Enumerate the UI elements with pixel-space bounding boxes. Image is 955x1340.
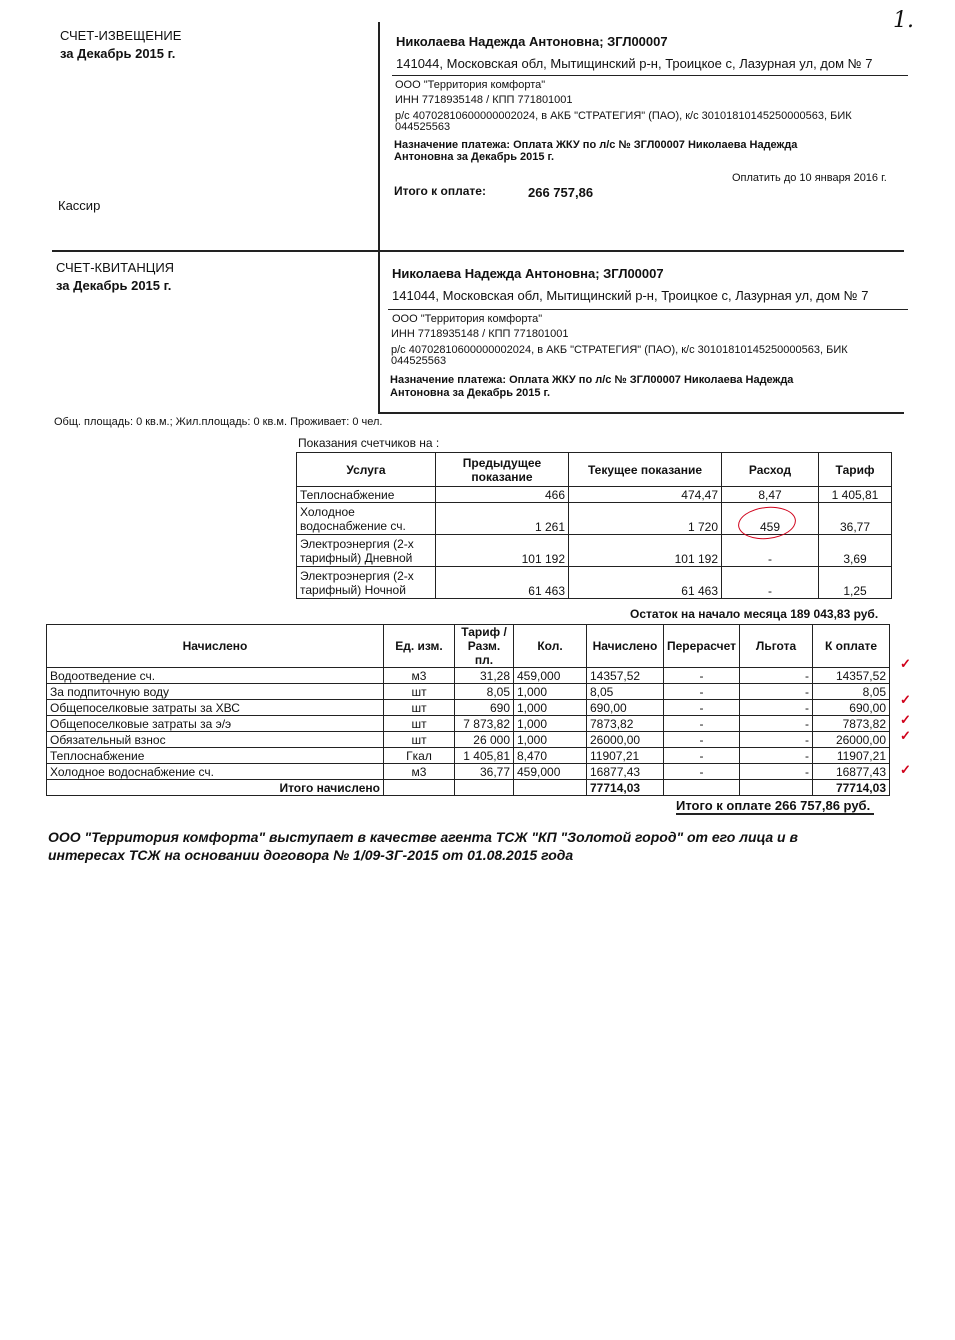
- meter-tariff: 1 405,81: [819, 487, 892, 503]
- handwritten-tick-mark: ✓: [900, 712, 911, 727]
- charges-header-tariff: Тариф / Разм. пл.: [455, 625, 514, 668]
- receipt-period: за Декабрь 2015 г.: [56, 278, 172, 293]
- charge-unit: шт: [384, 700, 455, 716]
- notice-purpose-line2: Антоновна за Декабрь 2015 г.: [394, 151, 555, 163]
- charge-amount: 14357,52: [587, 668, 664, 684]
- notice-address: 141044, Московская обл, Мытищинский р-н, Троицкое с, Лазурная ул, дом № 7: [396, 56, 873, 71]
- meter-usage: 8,47: [722, 487, 819, 503]
- charges-header-row: [47, 625, 890, 668]
- receipt-purpose-line1: Назначение платежа: Оплата ЖКУ по л/с № ЗГЛ00007 Николаева Надежда: [390, 374, 794, 386]
- meter-tariff: 36,77: [819, 503, 892, 535]
- meters-header-curr: Текущее показание: [569, 453, 722, 487]
- charge-qty: 1,000: [514, 732, 587, 748]
- charges-total-to-pay: 77714,03: [813, 780, 890, 796]
- charges-header-unit: Ед. изм.: [384, 625, 455, 668]
- charge-name: Теплоснабжение: [47, 748, 384, 764]
- charge-tariff: 36,77: [455, 764, 514, 780]
- charge-tariff: 31,28: [455, 668, 514, 684]
- charge-recalc: -: [664, 748, 740, 764]
- receipt-payer: Николаева Надежда Антоновна; ЗГЛ00007: [392, 266, 664, 281]
- charge-benefit: -: [740, 700, 813, 716]
- charge-name: Водоотведение сч.: [47, 668, 384, 684]
- meter-service: Электроэнергия (2-х тарифный) Дневной: [297, 535, 436, 567]
- charges-header-recalc: Перерасчет: [664, 625, 740, 668]
- charge-amount: 690,00: [587, 700, 664, 716]
- meters-row: [297, 503, 892, 535]
- meters-header-row: [297, 453, 892, 487]
- charge-benefit: -: [740, 668, 813, 684]
- handwritten-tick-mark: ✓: [900, 656, 911, 671]
- charge-qty: 8,470: [514, 748, 587, 764]
- empty-cell: [740, 780, 813, 796]
- meter-curr: 101 192: [569, 535, 722, 567]
- empty-cell: [514, 780, 587, 796]
- meter-service: Теплоснабжение: [297, 487, 436, 503]
- handwritten-tick-mark: ✓: [900, 728, 911, 743]
- charges-header-to-pay: К оплате: [813, 625, 890, 668]
- charge-amount: 11907,21: [587, 748, 664, 764]
- charges-row: [47, 716, 890, 732]
- meter-tariff: 1,25: [819, 567, 892, 599]
- receipt-bank-line2: 044525563: [391, 355, 447, 367]
- receipt-divider: [388, 309, 908, 310]
- notice-title: СЧЕТ-ИЗВЕЩЕНИЕ: [60, 28, 182, 43]
- meter-tariff: 3,69: [819, 535, 892, 567]
- charge-recalc: -: [664, 732, 740, 748]
- vertical-divider: [378, 22, 380, 414]
- meter-prev: 1 261: [436, 503, 569, 535]
- charges-header-charged: Начислено: [587, 625, 664, 668]
- charges-total-label: Итого начислено: [47, 780, 384, 796]
- charges-row: [47, 764, 890, 780]
- charge-unit: шт: [384, 716, 455, 732]
- charge-tariff: 1 405,81: [455, 748, 514, 764]
- notice-org: ООО "Территория комфорта": [395, 79, 546, 91]
- meters-table: [296, 452, 892, 599]
- agent-note-line1: ООО "Территория комфорта" выступает в качестве агента ТСЖ "КП "Золотой город" от его лица и в: [48, 829, 798, 845]
- charge-recalc: -: [664, 700, 740, 716]
- charge-benefit: -: [740, 684, 813, 700]
- charge-benefit: -: [740, 748, 813, 764]
- charge-qty: 459,000: [514, 668, 587, 684]
- charge-benefit: -: [740, 716, 813, 732]
- charge-name: За подпиточную воду: [47, 684, 384, 700]
- meter-prev: 61 463: [436, 567, 569, 599]
- meters-row: [297, 487, 892, 503]
- charge-recalc: -: [664, 764, 740, 780]
- notice-pay-by: Оплатить до 10 января 2016 г.: [732, 172, 887, 184]
- meter-prev: 101 192: [436, 535, 569, 567]
- charge-unit: Гкал: [384, 748, 455, 764]
- notice-bank-line1: р/с 40702810600000002024, в АКБ "СТРАТЕГИЯ" (ПАО), к/с 30101810145250000563, БИК: [395, 110, 852, 122]
- meters-row: [297, 567, 892, 599]
- charges-row: [47, 732, 890, 748]
- meter-prev: 466: [436, 487, 569, 503]
- charge-qty: 1,000: [514, 700, 587, 716]
- cashier-label: Кассир: [58, 198, 101, 213]
- charge-amount: 7873,82: [587, 716, 664, 732]
- charge-name: Холодное водоснабжение сч.: [47, 764, 384, 780]
- charges-total-row: [47, 780, 890, 796]
- charge-name: Общепоселковые затраты за э/э: [47, 716, 384, 732]
- receipt-bottom-border: [378, 412, 904, 414]
- charge-recalc: -: [664, 668, 740, 684]
- charge-to-pay: 16877,43: [813, 764, 890, 780]
- meters-header-prev: Предыдущее показание: [436, 453, 569, 487]
- meters-header-usage: Расход: [722, 453, 819, 487]
- charge-to-pay: 26000,00: [813, 732, 890, 748]
- notice-purpose-line1: Назначение платежа: Оплата ЖКУ по л/с № ЗГЛ00007 Николаева Надежда: [394, 139, 798, 151]
- charge-to-pay: 690,00: [813, 700, 890, 716]
- meters-header-tariff: Тариф: [819, 453, 892, 487]
- charge-unit: шт: [384, 732, 455, 748]
- meter-usage: 459: [722, 503, 819, 535]
- notice-payer: Николаева Надежда Антоновна; ЗГЛ00007: [396, 34, 668, 49]
- charges-row: [47, 668, 890, 684]
- charge-to-pay: 8,05: [813, 684, 890, 700]
- notice-period: за Декабрь 2015 г.: [60, 46, 176, 61]
- charges-header-qty: Кол.: [514, 625, 587, 668]
- handwritten-tick-mark: ✓: [900, 762, 911, 777]
- page-number-mark: 1.: [893, 8, 914, 33]
- receipt-title: СЧЕТ-КВИТАНЦИЯ: [56, 260, 175, 275]
- charges-row: [47, 700, 890, 716]
- meter-curr: 1 720: [569, 503, 722, 535]
- charge-name: Обязательный взнос: [47, 732, 384, 748]
- notice-total-value: 266 757,86: [528, 185, 594, 200]
- charge-unit: шт: [384, 684, 455, 700]
- receipt-bank-line1: р/с 40702810600000002024, в АКБ "СТРАТЕГИЯ" (ПАО), к/с 30101810145250000563, БИК: [391, 344, 848, 356]
- charge-benefit: -: [740, 764, 813, 780]
- charges-row: [47, 748, 890, 764]
- meters-header-service: Услуга: [297, 453, 436, 487]
- charge-benefit: -: [740, 732, 813, 748]
- agent-note-line2: интересах ТСЖ на основании договора № 1/09-ЗГ-2015 от 01.08.2015 года: [48, 847, 574, 863]
- charge-unit: м3: [384, 668, 455, 684]
- charge-tariff: 26 000: [455, 732, 514, 748]
- meter-service: Электроэнергия (2-х тарифный) Ночной: [297, 567, 436, 599]
- charge-name: Общепоселковые затраты за ХВС: [47, 700, 384, 716]
- charge-qty: 1,000: [514, 684, 587, 700]
- charge-to-pay: 7873,82: [813, 716, 890, 732]
- charge-recalc: -: [664, 716, 740, 732]
- receipt-org: ООО "Территория комфорта": [392, 313, 543, 325]
- handwritten-tick-mark: ✓: [900, 692, 911, 707]
- meter-curr: 474,47: [569, 487, 722, 503]
- charge-unit: м3: [384, 764, 455, 780]
- notice-divider: [392, 75, 908, 76]
- grand-total: Итого к оплате 266 757,86 руб.: [676, 798, 874, 815]
- notice-bank-line2: 044525563: [395, 121, 451, 133]
- charge-amount: 16877,43: [587, 764, 664, 780]
- receipt-purpose-line2: Антоновна за Декабрь 2015 г.: [390, 387, 551, 399]
- area-info: Общ. площадь: 0 кв.м.; Жил.площадь: 0 кв.м. Проживает: 0 чел.: [54, 416, 383, 428]
- charge-amount: 26000,00: [587, 732, 664, 748]
- charge-to-pay: 11907,21: [813, 748, 890, 764]
- charge-qty: 459,000: [514, 764, 587, 780]
- meter-service: Холодное водоснабжение сч.: [297, 503, 436, 535]
- meter-usage: -: [722, 567, 819, 599]
- empty-cell: [455, 780, 514, 796]
- charges-header-benefit: Льгота: [740, 625, 813, 668]
- empty-cell: [384, 780, 455, 796]
- charges-total-charged: 77714,03: [587, 780, 664, 796]
- charges-header-name: Начислено: [47, 625, 384, 668]
- charge-amount: 8,05: [587, 684, 664, 700]
- balance-start: Остаток на начало месяца 189 043,83 руб.: [630, 607, 879, 621]
- notice-total-label: Итого к оплате:: [394, 184, 486, 198]
- meters-row: [297, 535, 892, 567]
- receipt-address: 141044, Московская обл, Мытищинский р-н, Троицкое с, Лазурная ул, дом № 7: [392, 288, 869, 303]
- charge-qty: 1,000: [514, 716, 587, 732]
- section-separator: [52, 250, 904, 252]
- charge-tariff: 690: [455, 700, 514, 716]
- charges-table: [46, 624, 890, 796]
- receipt-inn: ИНН 7718935148 / КПП 771801001: [391, 328, 569, 340]
- notice-inn: ИНН 7718935148 / КПП 771801001: [395, 94, 573, 106]
- charge-to-pay: 14357,52: [813, 668, 890, 684]
- meters-caption: Показания счетчиков на :: [298, 436, 440, 450]
- charge-recalc: -: [664, 684, 740, 700]
- charge-tariff: 7 873,82: [455, 716, 514, 732]
- charge-tariff: 8,05: [455, 684, 514, 700]
- meter-curr: 61 463: [569, 567, 722, 599]
- charges-row: [47, 684, 890, 700]
- empty-cell: [664, 780, 740, 796]
- meter-usage: -: [722, 535, 819, 567]
